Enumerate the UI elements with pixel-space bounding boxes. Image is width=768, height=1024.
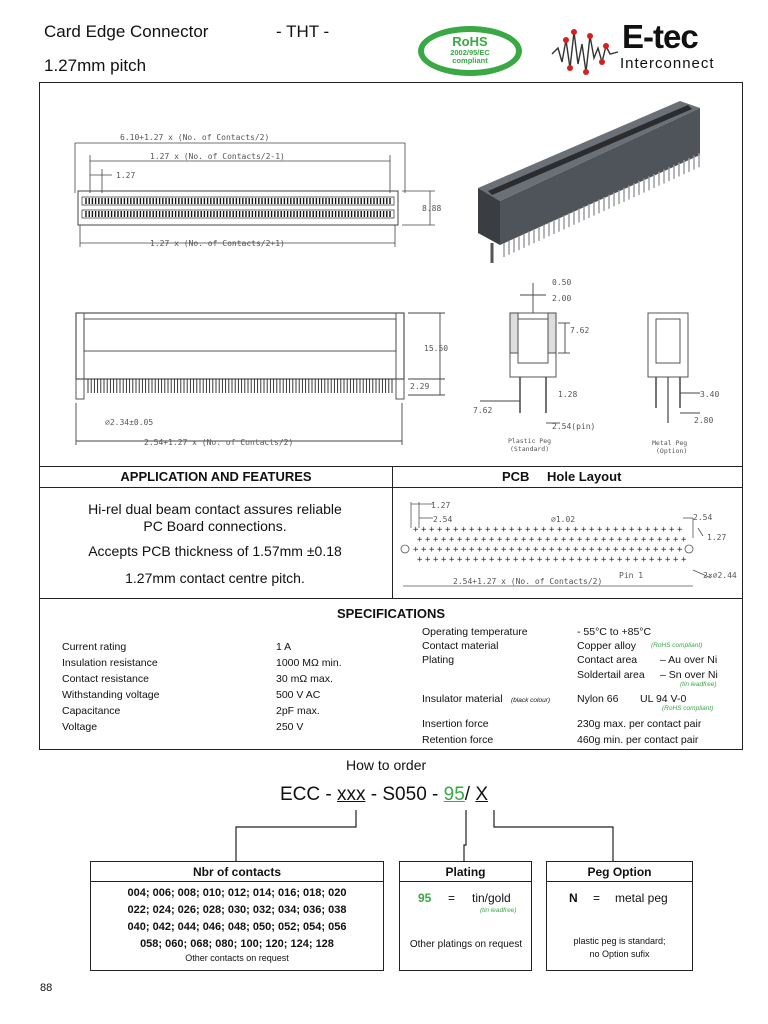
pcb-dim-3: ⌀1.02 xyxy=(551,515,576,524)
dim-top-total: 6.10+1.27 x (No. of Contacts/2) xyxy=(120,133,270,142)
end-view-metal-peg xyxy=(648,313,700,423)
caption-plastic-peg: Plastic Peg xyxy=(508,437,552,445)
pcb-hole-mark: + xyxy=(545,555,551,565)
peg-value: metal peg xyxy=(615,891,668,905)
page-number: 88 xyxy=(40,982,53,994)
pcb-hole-mark: + xyxy=(581,525,587,535)
spec-label: Current rating xyxy=(62,641,127,653)
order-code-prefix: ECC - xyxy=(280,784,337,805)
pcb-hole-mark: + xyxy=(465,555,471,565)
pcb-hole-mark: + xyxy=(513,555,519,565)
caption-standard: (Standard) xyxy=(510,445,550,453)
order-code-plating: 95 xyxy=(443,784,465,805)
pcb-hole-mark: + xyxy=(629,545,635,555)
pcb-hole-mark: + xyxy=(445,545,451,555)
pcb-hole-mark: + xyxy=(569,555,575,565)
rohs-compliant: compliant xyxy=(452,56,488,65)
pcb-hole-mark: + xyxy=(617,535,623,545)
pcb-hole-mark: + xyxy=(477,525,483,535)
pcb-hole-mark: + xyxy=(453,525,459,535)
peg-body xyxy=(547,882,692,970)
spec-retention-label: Retention force xyxy=(422,734,494,746)
divider-specs xyxy=(39,598,743,599)
pcb-hole-mark: + xyxy=(621,525,627,535)
spec-value: 250 V xyxy=(276,721,304,733)
pcb-hole-mark: + xyxy=(425,555,431,565)
spec-value: 30 mΩ max. xyxy=(276,673,333,685)
pcb-hole-mark: + xyxy=(629,525,635,535)
peg-code: N xyxy=(569,891,578,905)
pcb-hole-mark: + xyxy=(553,555,559,565)
pcb-hole-mark: + xyxy=(457,555,463,565)
pcb-hole-mark: + xyxy=(473,555,479,565)
plating-code: 95 xyxy=(418,891,432,905)
contacts-head: Nbr of contacts xyxy=(91,862,383,882)
pcb-hole-mark: + xyxy=(673,535,679,545)
pcb-hole-mark: + xyxy=(489,535,495,545)
order-code-slash: / xyxy=(464,784,476,805)
pcb-hole-mark: + xyxy=(541,545,547,555)
technical-drawings xyxy=(40,83,742,466)
pcb-hole-mark: + xyxy=(577,555,583,565)
pcb-hole-mark: + xyxy=(549,545,555,555)
pcb-hole-mark: + xyxy=(561,555,567,565)
pcb-hole-mark: + xyxy=(433,555,439,565)
pcb-hole-mark: + xyxy=(537,555,543,565)
dim-end-g: 3.40 xyxy=(700,390,720,399)
pcb-hole-mark: + xyxy=(521,555,527,565)
pcb-hole-mark: + xyxy=(565,545,571,555)
title-tht: - THT - xyxy=(276,22,330,41)
pcb-hole-mark: + xyxy=(625,535,631,545)
pcb-hole-mark: + xyxy=(653,525,659,535)
pcb-hole-mark: + xyxy=(481,535,487,545)
dim-side-bottom: 2.54+1.27 x (No. of Contacts/2) xyxy=(144,438,294,447)
pcb-hole-mark: + xyxy=(513,535,519,545)
title-line1: Card Edge Connector xyxy=(44,22,209,41)
spec-label: Voltage xyxy=(62,721,98,733)
pcb-hole-mark: + xyxy=(505,535,511,545)
pcb-hole-mark: + xyxy=(469,525,475,535)
dim-side-pin: 2.29 xyxy=(410,382,430,391)
pcb-hole-mark: + xyxy=(613,525,619,535)
dim-top-height: 8.88 xyxy=(422,204,442,213)
pcb-hole-mark: + xyxy=(661,545,667,555)
pcb-hole-mark: + xyxy=(585,535,591,545)
pcb-hole-mark: + xyxy=(577,535,583,545)
pcb-hole-mark: + xyxy=(545,535,551,545)
spec-solder-area-value: – Sn over Ni xyxy=(660,669,718,681)
application-line4: 1.27mm contact centre pitch. xyxy=(125,570,305,586)
pcb-hole-mark: + xyxy=(413,525,419,535)
pcb-hole-mark: + xyxy=(517,545,523,555)
pcb-hole-mark: + xyxy=(585,555,591,565)
pcb-hole-mark: + xyxy=(441,535,447,545)
pcb-hole-mark: + xyxy=(613,545,619,555)
logo-sub: Interconnect xyxy=(620,55,715,72)
plating-value: tin/gold xyxy=(472,891,511,905)
contacts-row: 058; 060; 068; 080; 100; 120; 124; 128 xyxy=(140,938,334,950)
pcb-hole-mark: + xyxy=(497,555,503,565)
contacts-note: Other contacts on request xyxy=(185,953,289,963)
pcb-hole-mark: + xyxy=(589,545,595,555)
peg-eq: = xyxy=(593,891,601,905)
pcb-hole-mark: + xyxy=(649,555,655,565)
pcb-hole-mark: + xyxy=(581,545,587,555)
caption-metal-peg: Metal Peg xyxy=(652,439,688,447)
spec-label: Capacitance xyxy=(62,705,121,717)
spec-op-temp-label: Operating temperature xyxy=(422,626,528,638)
pcb-hole-mark: + xyxy=(445,525,451,535)
pcb-hole-mark: + xyxy=(489,555,495,565)
pcb-hole-mark: + xyxy=(461,525,467,535)
pcb-hole-mark: + xyxy=(533,525,539,535)
pcb-hole-mark: + xyxy=(453,545,459,555)
pcb-hole-mark: + xyxy=(529,555,535,565)
spec-solder-area: Soldertail area xyxy=(577,669,645,681)
pcb-hole-mark: + xyxy=(593,555,599,565)
spec-insulator-note: (black colour) xyxy=(511,697,551,704)
specifications-heading: SPECIFICATIONS xyxy=(336,606,446,621)
title-line2: 1.27mm pitch xyxy=(44,56,147,75)
spec-contact-area: Contact area xyxy=(577,654,638,666)
pcb-hole-mark: + xyxy=(481,555,487,565)
pcb-hole-mark: + xyxy=(557,545,563,555)
pcb-hole-mark: + xyxy=(601,535,607,545)
spec-insulator-value: Nylon 66 xyxy=(577,693,619,705)
pcb-hole-mark: + xyxy=(633,535,639,545)
pcb-dim-5: 1.27 xyxy=(707,533,727,542)
pcb-hole-mark: + xyxy=(677,545,683,555)
pcb-hole-mark: + xyxy=(573,525,579,535)
pcb-dim-6: 2.54+1.27 x (No. of Contacts/2) xyxy=(453,577,603,586)
spec-insulator-label: Insulator material xyxy=(422,693,503,705)
spec-label: Insulation resistance xyxy=(62,657,158,669)
pcb-hole-mark: + xyxy=(653,545,659,555)
logo-brand: E-tec xyxy=(622,18,698,55)
pcb-hole-mark: + xyxy=(417,555,423,565)
spec-value: 2pF max. xyxy=(276,705,320,717)
order-contacts-box xyxy=(90,861,384,971)
pcb-hole-mark: + xyxy=(469,545,475,555)
pcb-hole-mark: + xyxy=(477,545,483,555)
pcb-hole-mark: + xyxy=(525,545,531,555)
pcb-hole-mark: + xyxy=(449,555,455,565)
pcb-hole-mark: + xyxy=(589,525,595,535)
pcb-hole-mark: + xyxy=(421,545,427,555)
plating-tin-note: (tin leadfree) xyxy=(480,907,517,914)
rohs-badge xyxy=(418,26,522,76)
pcb-hole-mark: + xyxy=(529,535,535,545)
spec-tin-leadfree: (tin leadfree) xyxy=(680,681,717,688)
end-view-plastic-peg xyxy=(480,283,570,423)
contacts-list xyxy=(91,885,383,953)
pcb-hole-mark: + xyxy=(609,555,615,565)
dim-end-c: 7.62 xyxy=(570,326,590,335)
pcb-hole-mark: + xyxy=(473,535,479,545)
logo-signal-icon xyxy=(548,18,628,82)
rohs-title: RoHS xyxy=(452,34,488,49)
dim-top-mid: 1.27 x (No. of Contacts/2-1) xyxy=(150,152,285,161)
spec-value: 500 V AC xyxy=(276,689,321,701)
pcb-hole-mark: + xyxy=(565,525,571,535)
plating-eq: = xyxy=(448,891,456,905)
pcb-hole-mark: + xyxy=(657,555,663,565)
dim-end-d: 1.28 xyxy=(558,390,578,399)
pcb-dim-2: 2.54 xyxy=(433,515,453,524)
pcb-hole-mark: + xyxy=(429,545,435,555)
spec-label: Withstanding voltage xyxy=(62,689,160,701)
order-connector-lines xyxy=(0,800,768,865)
pcb-hole-mark: + xyxy=(573,545,579,555)
dim-end-f: 2.54(pin) xyxy=(552,422,596,431)
pcb-hole-mark: + xyxy=(525,525,531,535)
pcb-hole-mark: + xyxy=(517,525,523,535)
spec-retention-value: 460g min. per contact pair xyxy=(577,734,699,746)
pcb-hole-mark: + xyxy=(437,545,443,555)
pcb-hole-mark: + xyxy=(485,525,491,535)
dim-top-pitch: 1.27 xyxy=(116,171,136,180)
spec-insulator-rohs: (RoHS compliant) xyxy=(662,705,714,712)
pcb-hole-mark: + xyxy=(649,535,655,545)
pcb-hole-mark: + xyxy=(681,555,687,565)
pcb-heading-b: Hole Layout xyxy=(547,469,622,484)
spec-value: 1 A xyxy=(276,641,292,653)
order-code-peg: X xyxy=(475,784,489,805)
pcb-hole-mark: + xyxy=(421,525,427,535)
pcb-hole-mark: + xyxy=(441,555,447,565)
dim-end-a: 0.50 xyxy=(552,278,572,287)
pcb-hole-mark: + xyxy=(413,545,419,555)
plating-other: Other platings on request xyxy=(409,939,523,950)
pcb-hole-mark: + xyxy=(605,525,611,535)
dim-end-h: 2.80 xyxy=(694,416,714,425)
pcb-hole-mark: + xyxy=(509,525,515,535)
spec-label: Contact resistance xyxy=(62,673,149,685)
order-heading: How to order xyxy=(346,757,427,773)
peg-note1: plastic peg is standard; xyxy=(573,936,666,946)
pcb-hole-mark: + xyxy=(661,525,667,535)
pcb-hole-mark: + xyxy=(641,555,647,565)
pcb-hole-mark: + xyxy=(557,525,563,535)
pcb-dim-8: 2×⌀2.44 xyxy=(703,571,737,580)
pcb-hole-mark: + xyxy=(485,545,491,555)
pcb-hole-mark: + xyxy=(681,535,687,545)
pcb-hole-mark: + xyxy=(509,545,515,555)
pcb-hole-mark: + xyxy=(493,545,499,555)
application-line3: Accepts PCB thickness of 1.57mm ±0.18 xyxy=(88,543,342,559)
pcb-hole-mark: + xyxy=(465,535,471,545)
pcb-hole-layout xyxy=(393,488,742,598)
pcb-hole-mark: + xyxy=(645,545,651,555)
contacts-row: 022; 024; 026; 028; 030; 032; 034; 036; 038 xyxy=(127,904,347,916)
spec-contact-material-label: Contact material xyxy=(422,640,499,652)
pcb-hole-mark: + xyxy=(457,535,463,545)
order-peg-box xyxy=(546,861,693,971)
pcb-hole-mark: + xyxy=(549,525,555,535)
contacts-row: 004; 006; 008; 010; 012; 014; 016; 018; 020 xyxy=(127,887,347,899)
pcb-hole-mark: + xyxy=(553,535,559,545)
contacts-row: 040; 042; 044; 046; 048; 050; 052; 054; 056 xyxy=(127,921,347,933)
plating-head: Plating xyxy=(400,862,531,882)
spec-contact-area-value: – Au over Ni xyxy=(660,654,718,666)
peg-note2: no Option sufix xyxy=(589,949,650,959)
pcb-hole-mark: + xyxy=(601,555,607,565)
pcb-hole-mark: + xyxy=(597,525,603,535)
pcb-hole-mark: + xyxy=(537,535,543,545)
spec-rohs-note: (RoHS compliant) xyxy=(651,642,703,649)
pcb-heading-a: PCB xyxy=(502,469,530,484)
pcb-hole-mark: + xyxy=(417,535,423,545)
pcb-hole-mark: + xyxy=(533,545,539,555)
pcb-hole-mark: + xyxy=(673,555,679,565)
pcb-hole-mark: + xyxy=(433,535,439,545)
pcb-hole-mark: + xyxy=(669,525,675,535)
pcb-hole-mark: + xyxy=(665,555,671,565)
order-code-series: - S050 - xyxy=(365,784,444,805)
pcb-hole-mark: + xyxy=(437,525,443,535)
spec-insulator-ul: UL 94 V-0 xyxy=(640,693,687,705)
spec-contact-material-value: Copper alloy xyxy=(577,640,636,652)
pcb-dim-7: Pin 1 xyxy=(619,571,644,580)
pcb-hole-mark: + xyxy=(657,535,663,545)
pcb-hole-mark: + xyxy=(645,525,651,535)
pcb-hole-mark: + xyxy=(625,555,631,565)
application-line2: PC Board connections. xyxy=(143,518,287,534)
pcb-hole-mark: + xyxy=(501,525,507,535)
dim-side-hole: ⌀2.34±0.05 xyxy=(105,418,154,427)
dim-side-height: 15.50 xyxy=(424,344,449,353)
spec-insertion-value: 230g max. per contact pair xyxy=(577,718,702,730)
pcb-hole-mark: + xyxy=(637,525,643,535)
pcb-hole-mark: + xyxy=(593,535,599,545)
spec-value: 1000 MΩ min. xyxy=(276,657,342,669)
dim-end-b: 2.00 xyxy=(552,294,572,303)
application-line1: Hi-rel dual beam contact assures reliable xyxy=(88,501,342,517)
pcb-hole-mark: + xyxy=(609,535,615,545)
caption-option: (Option) xyxy=(656,447,688,455)
spec-left-values xyxy=(276,639,342,735)
peg-head: Peg Option xyxy=(547,862,692,882)
pcb-hole-mark: + xyxy=(521,535,527,545)
pcb-hole-mark: + xyxy=(497,535,503,545)
pcb-hole-mark: + xyxy=(597,545,603,555)
pcb-hole-mark: + xyxy=(617,555,623,565)
pcb-hole-mark: + xyxy=(541,525,547,535)
plating-body xyxy=(400,882,531,970)
pcb-hole-mark: + xyxy=(677,525,683,535)
pcb-hole-mark: + xyxy=(425,535,431,545)
order-plating-box xyxy=(399,861,532,971)
spec-plating-label: Plating xyxy=(422,654,455,666)
pcb-hole-mark: + xyxy=(429,525,435,535)
pcb-hole-mark: + xyxy=(501,545,507,555)
connector-3d-image xyxy=(478,101,700,263)
pcb-hole-mark: + xyxy=(569,535,575,545)
pcb-hole-mark: + xyxy=(449,535,455,545)
spec-insertion-label: Insertion force xyxy=(422,718,489,730)
dim-top-bottom: 1.27 x (No. of Contacts/2+1) xyxy=(150,239,285,248)
pcb-hole-mark: + xyxy=(669,545,675,555)
order-code-contacts: xxx xyxy=(337,784,366,805)
pcb-hole-mark: + xyxy=(665,535,671,545)
rohs-directive: 2002/95/EC xyxy=(450,48,490,57)
pcb-dim-4: 2.54 xyxy=(693,513,713,522)
pcb-hole-mark: + xyxy=(505,555,511,565)
application-heading: APPLICATION AND FEATURES xyxy=(120,469,312,484)
dim-end-e: 7.62 xyxy=(473,406,493,415)
pcb-hole-mark: + xyxy=(561,535,567,545)
pcb-hole-mark: + xyxy=(641,535,647,545)
divider-drawings xyxy=(39,466,743,467)
pcb-hole-mark: + xyxy=(621,545,627,555)
pcb-hole-mark: + xyxy=(461,545,467,555)
spec-op-temp-value: - 55°C to +85°C xyxy=(577,626,652,638)
pcb-hole-mark: + xyxy=(633,555,639,565)
pcb-hole-mark: + xyxy=(493,525,499,535)
spec-left-labels xyxy=(62,639,159,735)
pcb-hole-mark: + xyxy=(605,545,611,555)
pcb-hole-mark: + xyxy=(637,545,643,555)
pcb-dim-1: 1.27 xyxy=(431,501,451,510)
